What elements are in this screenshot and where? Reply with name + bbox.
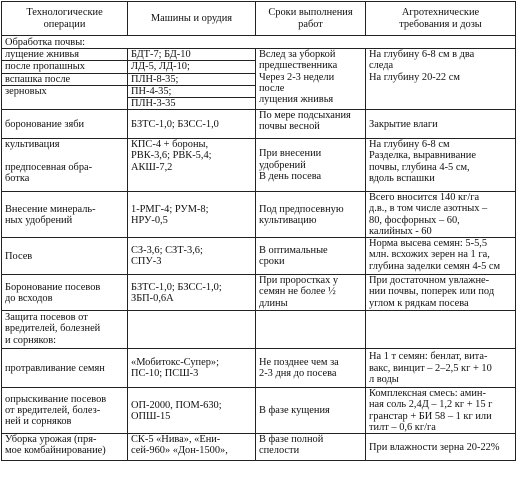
header-timing: Сроки выполнения работ — [256, 2, 366, 36]
timing-cell: В фазе кущения — [256, 388, 366, 434]
section-row — [2, 311, 516, 349]
machines-cell: ПН-4-35; — [128, 85, 256, 97]
table-row — [2, 192, 516, 238]
operation-cell: протравливание семян — [2, 349, 128, 388]
table-row — [2, 139, 516, 192]
requirements-cell: Норма высева семян: 5-5,5 млн. всхожих зерен на 1 га, глубина заделки семян 4-5 см — [366, 238, 516, 275]
table-row — [2, 110, 516, 139]
operation-cell: зерновых — [2, 85, 128, 97]
requirements-cell: На глубину 6-8 см Разделка, выравнивание почвы, глубина 4-5 см, вдоль вспашки — [366, 139, 516, 192]
requirements-cell: Комплексная смесь: амин- ная соль 2,4Д – 1,2 кг + 15 г гранстар + БИ 58 – 1 кг или тилт – 0,6 кг/га — [366, 388, 516, 434]
machines-cell: ЛД-5, ЛД-10; — [128, 61, 256, 73]
operation-cell: культивация предпосевная обра- ботка — [2, 139, 128, 192]
table-row — [2, 49, 516, 61]
timing-cell: Под предпосевную культивацию — [256, 192, 366, 238]
machines-cell: БДТ-7; БД-10 — [128, 49, 256, 61]
machines-cell: 1-РМГ-4; РУМ-8; НРУ-0,5 — [128, 192, 256, 238]
machines-cell: ОП-2000, ПОМ-630; ОПШ-15 — [128, 388, 256, 434]
timing-cell: Вслед за уборкой предшественника Через 2-3 недели после лущения жнивья — [256, 49, 366, 110]
table-row — [2, 349, 516, 388]
operation-cell: Боронование посевов до всходов — [2, 275, 128, 311]
operation-cell: лущение жнивья — [2, 49, 128, 61]
section-tillage: Обработка почвы: — [2, 36, 516, 49]
operation-cell: Посев — [2, 238, 128, 275]
header-requirements: Агротехнические требования и дозы — [366, 2, 516, 36]
table-row — [2, 388, 516, 434]
table-row — [2, 238, 516, 275]
timing-cell: При внесении удобрений В день посева — [256, 139, 366, 192]
section-protection: Защита посевов от вредителей, болезней и сорняков: — [2, 311, 128, 349]
requirements-cell: При достаточном увлажне- нии почвы, поперек или под углом к рядкам посева — [366, 275, 516, 311]
requirements-cell: Всего вносится 140 кг/га д.в., в том числе азотных – 80, фосфорных – 60, калийных - 60 — [366, 192, 516, 238]
operation-cell: Внесение минераль- ных удобрений — [2, 192, 128, 238]
header-operations: Технологические операции — [2, 2, 128, 36]
timing-cell: В фазе полной спелости — [256, 434, 366, 461]
section-row — [2, 36, 516, 49]
machines-cell: ПЛН-3-35 — [128, 98, 256, 110]
machines-cell: ПЛН-8-35; — [128, 73, 256, 85]
machines-cell: КПС-4 + бороны, РВК-3,6; РВК-5,4; АКШ-7,2 — [128, 139, 256, 192]
machines-cell: БЗТС-1,0; БЗСС-1,0 — [128, 110, 256, 139]
operation-cell: боронование зяби — [2, 110, 128, 139]
operation-cell: опрыскивание посевов от вредителей, болез- ней и сорняков — [2, 388, 128, 434]
header-machines: Машины и орудия — [128, 2, 256, 36]
requirements-cell: При влажности зерна 20-22% — [366, 434, 516, 461]
machines-cell: «Мобитокс-Супер»; ПС-10; ПСШ-3 — [128, 349, 256, 388]
requirements-cell: Закрытие влаги — [366, 110, 516, 139]
requirements-cell: На глубину 6-8 см в два следа На глубину 20-22 см — [366, 49, 516, 110]
timing-cell: В оптимальные сроки — [256, 238, 366, 275]
timing-cell: По мере подсыхания почвы весной — [256, 110, 366, 139]
timing-cell: При проростках у семян не более ½ длины — [256, 275, 366, 311]
agrotech-table — [1, 1, 516, 461]
operation-cell: после пропашных — [2, 61, 128, 73]
operation-cell — [2, 98, 128, 110]
requirements-cell: На 1 т семян: бенлат, вита- вакс, винцит – 2–2,5 кг + 10 л воды — [366, 349, 516, 388]
operation-cell: вспашка после — [2, 73, 128, 85]
table-row — [2, 434, 516, 461]
header-row — [2, 2, 516, 36]
machines-cell: СК-5 «Нива», «Ени- сей-960» «Дон-1500», — [128, 434, 256, 461]
table-row — [2, 275, 516, 311]
operation-cell: Уборка урожая (пря- мое комбайнирование) — [2, 434, 128, 461]
machines-cell: СЗ-3,6; СЗТ-3,6; СПУ-3 — [128, 238, 256, 275]
timing-cell: Не позднее чем за 2-3 дня до посева — [256, 349, 366, 388]
machines-cell: БЗТС-1,0; БЗСС-1,0; ЗБП-0,6А — [128, 275, 256, 311]
